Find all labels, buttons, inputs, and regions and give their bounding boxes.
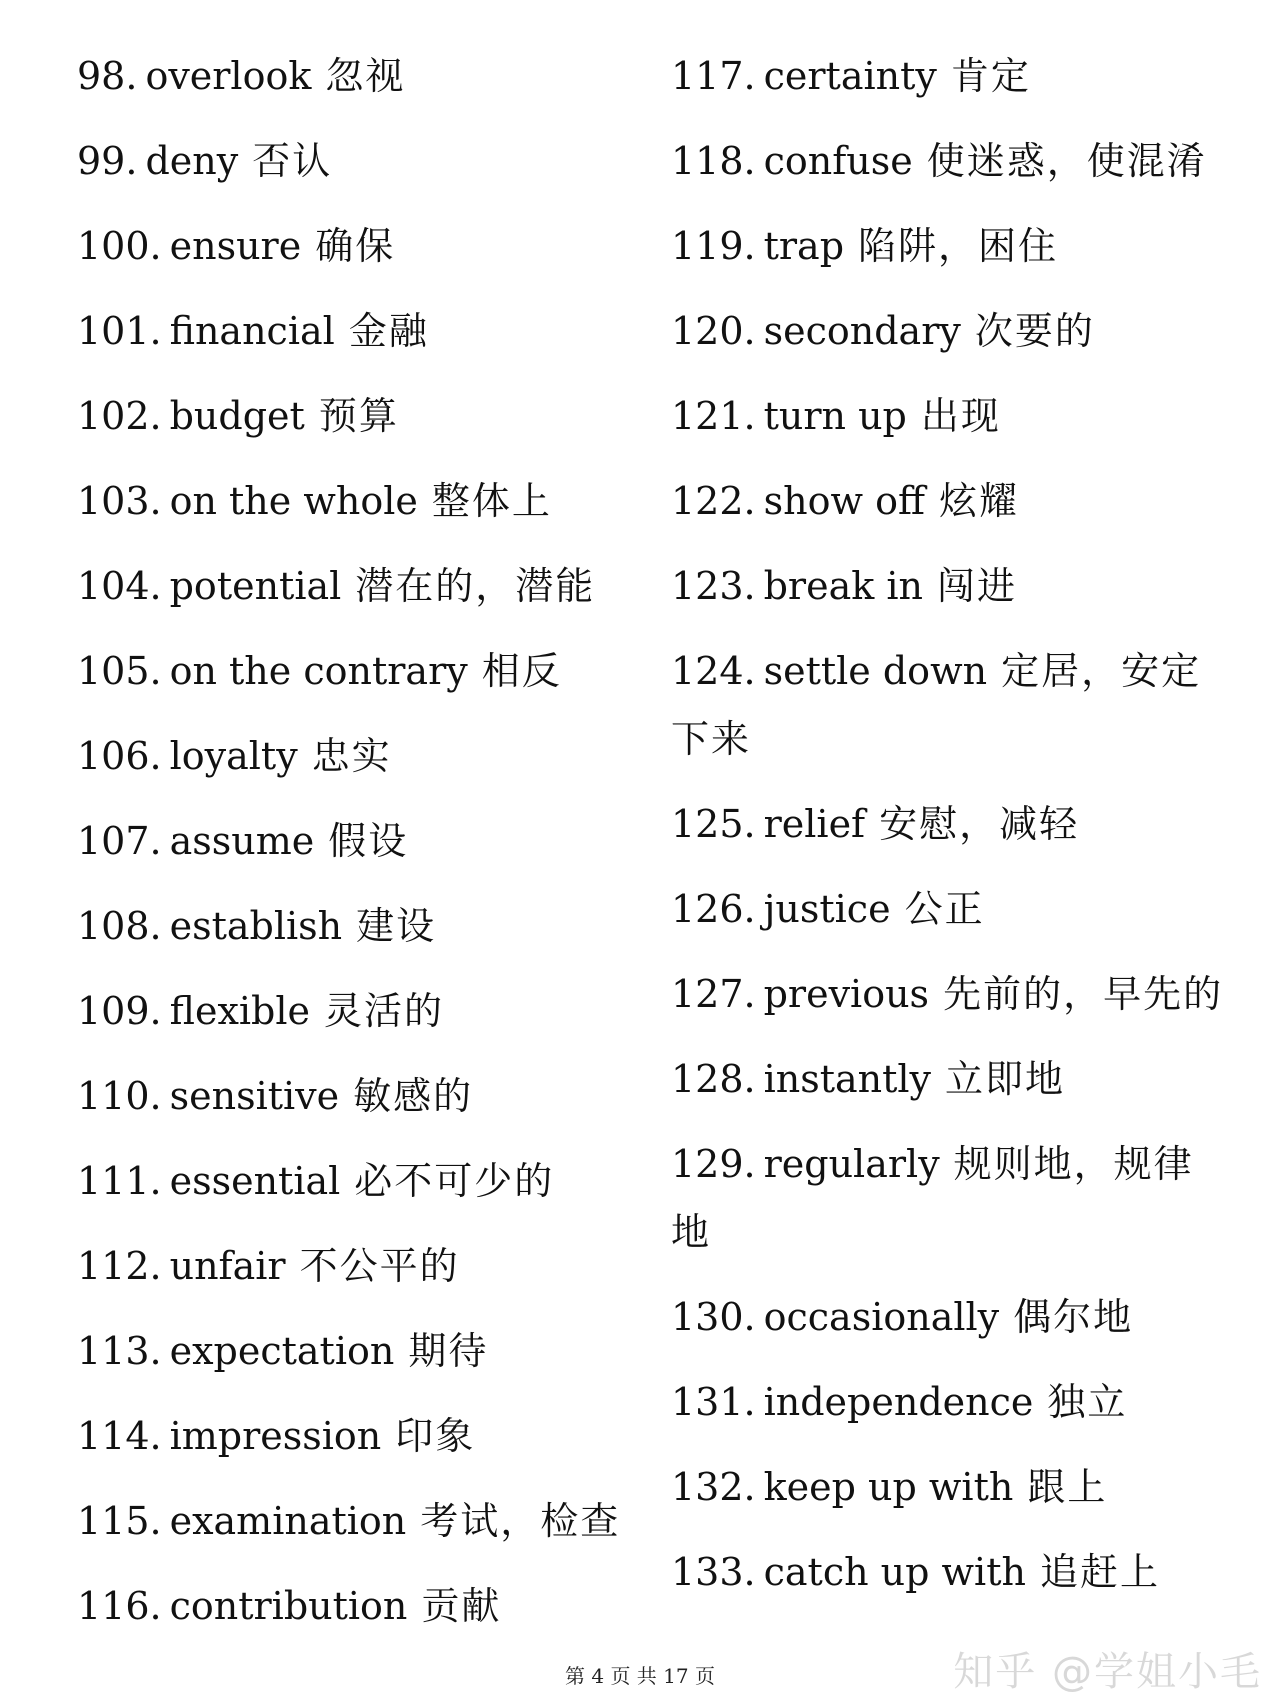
entry-meaning: 安慰，减轻 [879,802,1080,846]
entry-number: 113. [77,1329,162,1373]
vocab-entry [671,1368,1231,1436]
entry-number: 133. [671,1550,756,1594]
entry-meaning: 整体上 [431,479,552,523]
entry-number: 127. [671,972,756,1016]
vocab-entry [671,1538,1231,1606]
entry-meaning: 不公平的 [299,1244,460,1288]
entry-number: 108. [77,904,162,948]
page-footer: 第 4 页 共 17 页 [565,1664,715,1688]
entry-number: 102. [77,394,162,438]
entry-word: justice [763,887,891,931]
entry-meaning: 立即地 [945,1057,1066,1101]
entry-word: keep up with [763,1465,1014,1509]
entry-number: 123. [671,564,756,608]
entry-number: 114. [77,1414,162,1458]
vocab-entry [671,212,1231,280]
vocab-column-right [671,42,1231,1623]
vocab-entry [671,875,1231,943]
entry-meaning: 定居，安定下来 [671,649,1202,761]
entry-meaning: 贡献 [421,1584,502,1628]
vocab-entry [671,127,1231,195]
vocab-entry [77,1487,637,1555]
entry-number: 100. [77,224,162,268]
vocab-entry [671,960,1231,1028]
entry-number: 124. [671,649,756,693]
vocab-entry [77,1572,637,1640]
entry-word: establish [169,904,343,948]
vocab-entry [77,977,637,1045]
entry-meaning: 使迷惑，使混淆 [926,139,1207,183]
entry-meaning: 潜在的，潜能 [355,564,596,608]
entry-meaning: 灵活的 [324,989,445,1033]
entry-number: 129. [671,1142,756,1186]
entry-word: deny [145,139,239,183]
entry-number: 115. [77,1499,162,1543]
entry-meaning: 跟上 [1027,1465,1108,1509]
entry-word: break in [763,564,923,608]
entry-word: previous [763,972,930,1016]
vocab-entry [77,212,637,280]
entry-meaning: 相反 [481,649,562,693]
entry-number: 120. [671,309,756,353]
entry-word: essential [169,1159,341,1203]
entry-word: occasionally [763,1295,1000,1339]
entry-word: turn up [763,394,907,438]
vocab-entry [77,722,637,790]
entry-meaning: 先前的，早先的 [943,972,1224,1016]
vocab-entry [671,552,1231,620]
entry-number: 116. [77,1584,162,1628]
entry-word: settle down [763,649,988,693]
entry-number: 125. [671,802,756,846]
entry-word: instantly [763,1057,932,1101]
entry-number: 99. [77,139,138,183]
entry-word: potential [169,564,342,608]
vocab-entry [77,1232,637,1300]
entry-meaning: 忽视 [325,54,406,98]
entry-meaning: 考试，检查 [420,1499,621,1543]
vocab-entry [77,127,637,195]
entry-number: 128. [671,1057,756,1101]
entry-meaning: 确保 [315,224,396,268]
entry-word: independence [763,1380,1034,1424]
entry-meaning: 出现 [920,394,1001,438]
vocab-entry [77,552,637,620]
entry-word: ensure [169,224,302,268]
entry-meaning: 公正 [904,887,985,931]
entry-number: 103. [77,479,162,523]
entry-meaning: 预算 [318,394,399,438]
entry-number: 131. [671,1380,756,1424]
entry-word: financial [169,309,335,353]
vocab-entry [77,297,637,365]
entry-word: flexible [169,989,310,1033]
entry-word: unfair [169,1244,286,1288]
vocab-column-left [77,42,637,1657]
entry-number: 106. [77,734,162,778]
entry-meaning: 规则地，规律地 [671,1142,1194,1254]
entry-word: confuse [763,139,913,183]
vocab-entry [77,892,637,960]
entry-number: 126. [671,887,756,931]
entry-word: relief [763,802,866,846]
entry-word: catch up with [763,1550,1026,1594]
entry-meaning: 炫耀 [938,479,1019,523]
entry-number: 104. [77,564,162,608]
entry-number: 130. [671,1295,756,1339]
entry-meaning: 偶尔地 [1013,1295,1134,1339]
vocab-entry [671,1453,1231,1521]
entry-word: secondary [763,309,961,353]
entry-number: 111. [77,1159,162,1203]
entry-meaning: 闯进 [936,564,1017,608]
vocab-entry [671,1130,1231,1266]
vocab-entry [671,467,1231,535]
entry-word: examination [169,1499,407,1543]
entry-word: on the whole [169,479,418,523]
entry-meaning: 次要的 [974,309,1095,353]
entry-meaning: 印象 [395,1414,476,1458]
entry-meaning: 陷阱，困住 [858,224,1059,268]
entry-word: on the contrary [169,649,468,693]
vocab-entry [671,1283,1231,1351]
entry-number: 121. [671,394,756,438]
vocab-entry [77,637,637,705]
entry-meaning: 敏感的 [353,1074,474,1118]
vocab-entry [671,637,1231,773]
entry-meaning: 金融 [348,309,429,353]
entry-number: 119. [671,224,756,268]
entry-number: 112. [77,1244,162,1288]
vocab-entry [77,1062,637,1130]
entry-number: 101. [77,309,162,353]
vocab-entry [671,790,1231,858]
entry-word: overlook [145,54,312,98]
entry-number: 110. [77,1074,162,1118]
vocab-entry [671,297,1231,365]
vocab-entry [671,1045,1231,1113]
entry-word: contribution [169,1584,408,1628]
entry-number: 117. [671,54,756,98]
vocab-entry [671,382,1231,450]
entry-number: 98. [77,54,138,98]
entry-meaning: 否认 [252,139,333,183]
vocab-entry [77,1317,637,1385]
entry-number: 109. [77,989,162,1033]
vocab-entry [77,1402,637,1470]
entry-word: expectation [169,1329,395,1373]
entry-word: impression [169,1414,382,1458]
entry-word: assume [169,819,315,863]
entry-word: budget [169,394,305,438]
entry-word: sensitive [169,1074,340,1118]
entry-meaning: 建设 [356,904,437,948]
entry-number: 105. [77,649,162,693]
entry-meaning: 独立 [1047,1380,1128,1424]
entry-number: 132. [671,1465,756,1509]
entry-word: certainty [763,54,937,98]
vocab-entry [77,42,637,110]
entry-number: 107. [77,819,162,863]
entry-word: loyalty [169,734,298,778]
entry-meaning: 期待 [408,1329,489,1373]
entry-meaning: 必不可少的 [354,1159,555,1203]
entry-word: show off [763,479,925,523]
vocab-entry [77,382,637,450]
entry-meaning: 忠实 [311,734,392,778]
entry-meaning: 肯定 [950,54,1031,98]
entry-word: regularly [763,1142,940,1186]
vocab-entry [77,467,637,535]
entry-number: 122. [671,479,756,523]
vocab-entry [77,1147,637,1215]
entry-number: 118. [671,139,756,183]
entry-word: trap [763,224,845,268]
watermark: 知乎 @学姐小毛 [953,1649,1262,1695]
vocab-entry [77,807,637,875]
entry-meaning: 追赶上 [1039,1550,1160,1594]
vocab-entry [671,42,1231,110]
entry-meaning: 假设 [328,819,409,863]
